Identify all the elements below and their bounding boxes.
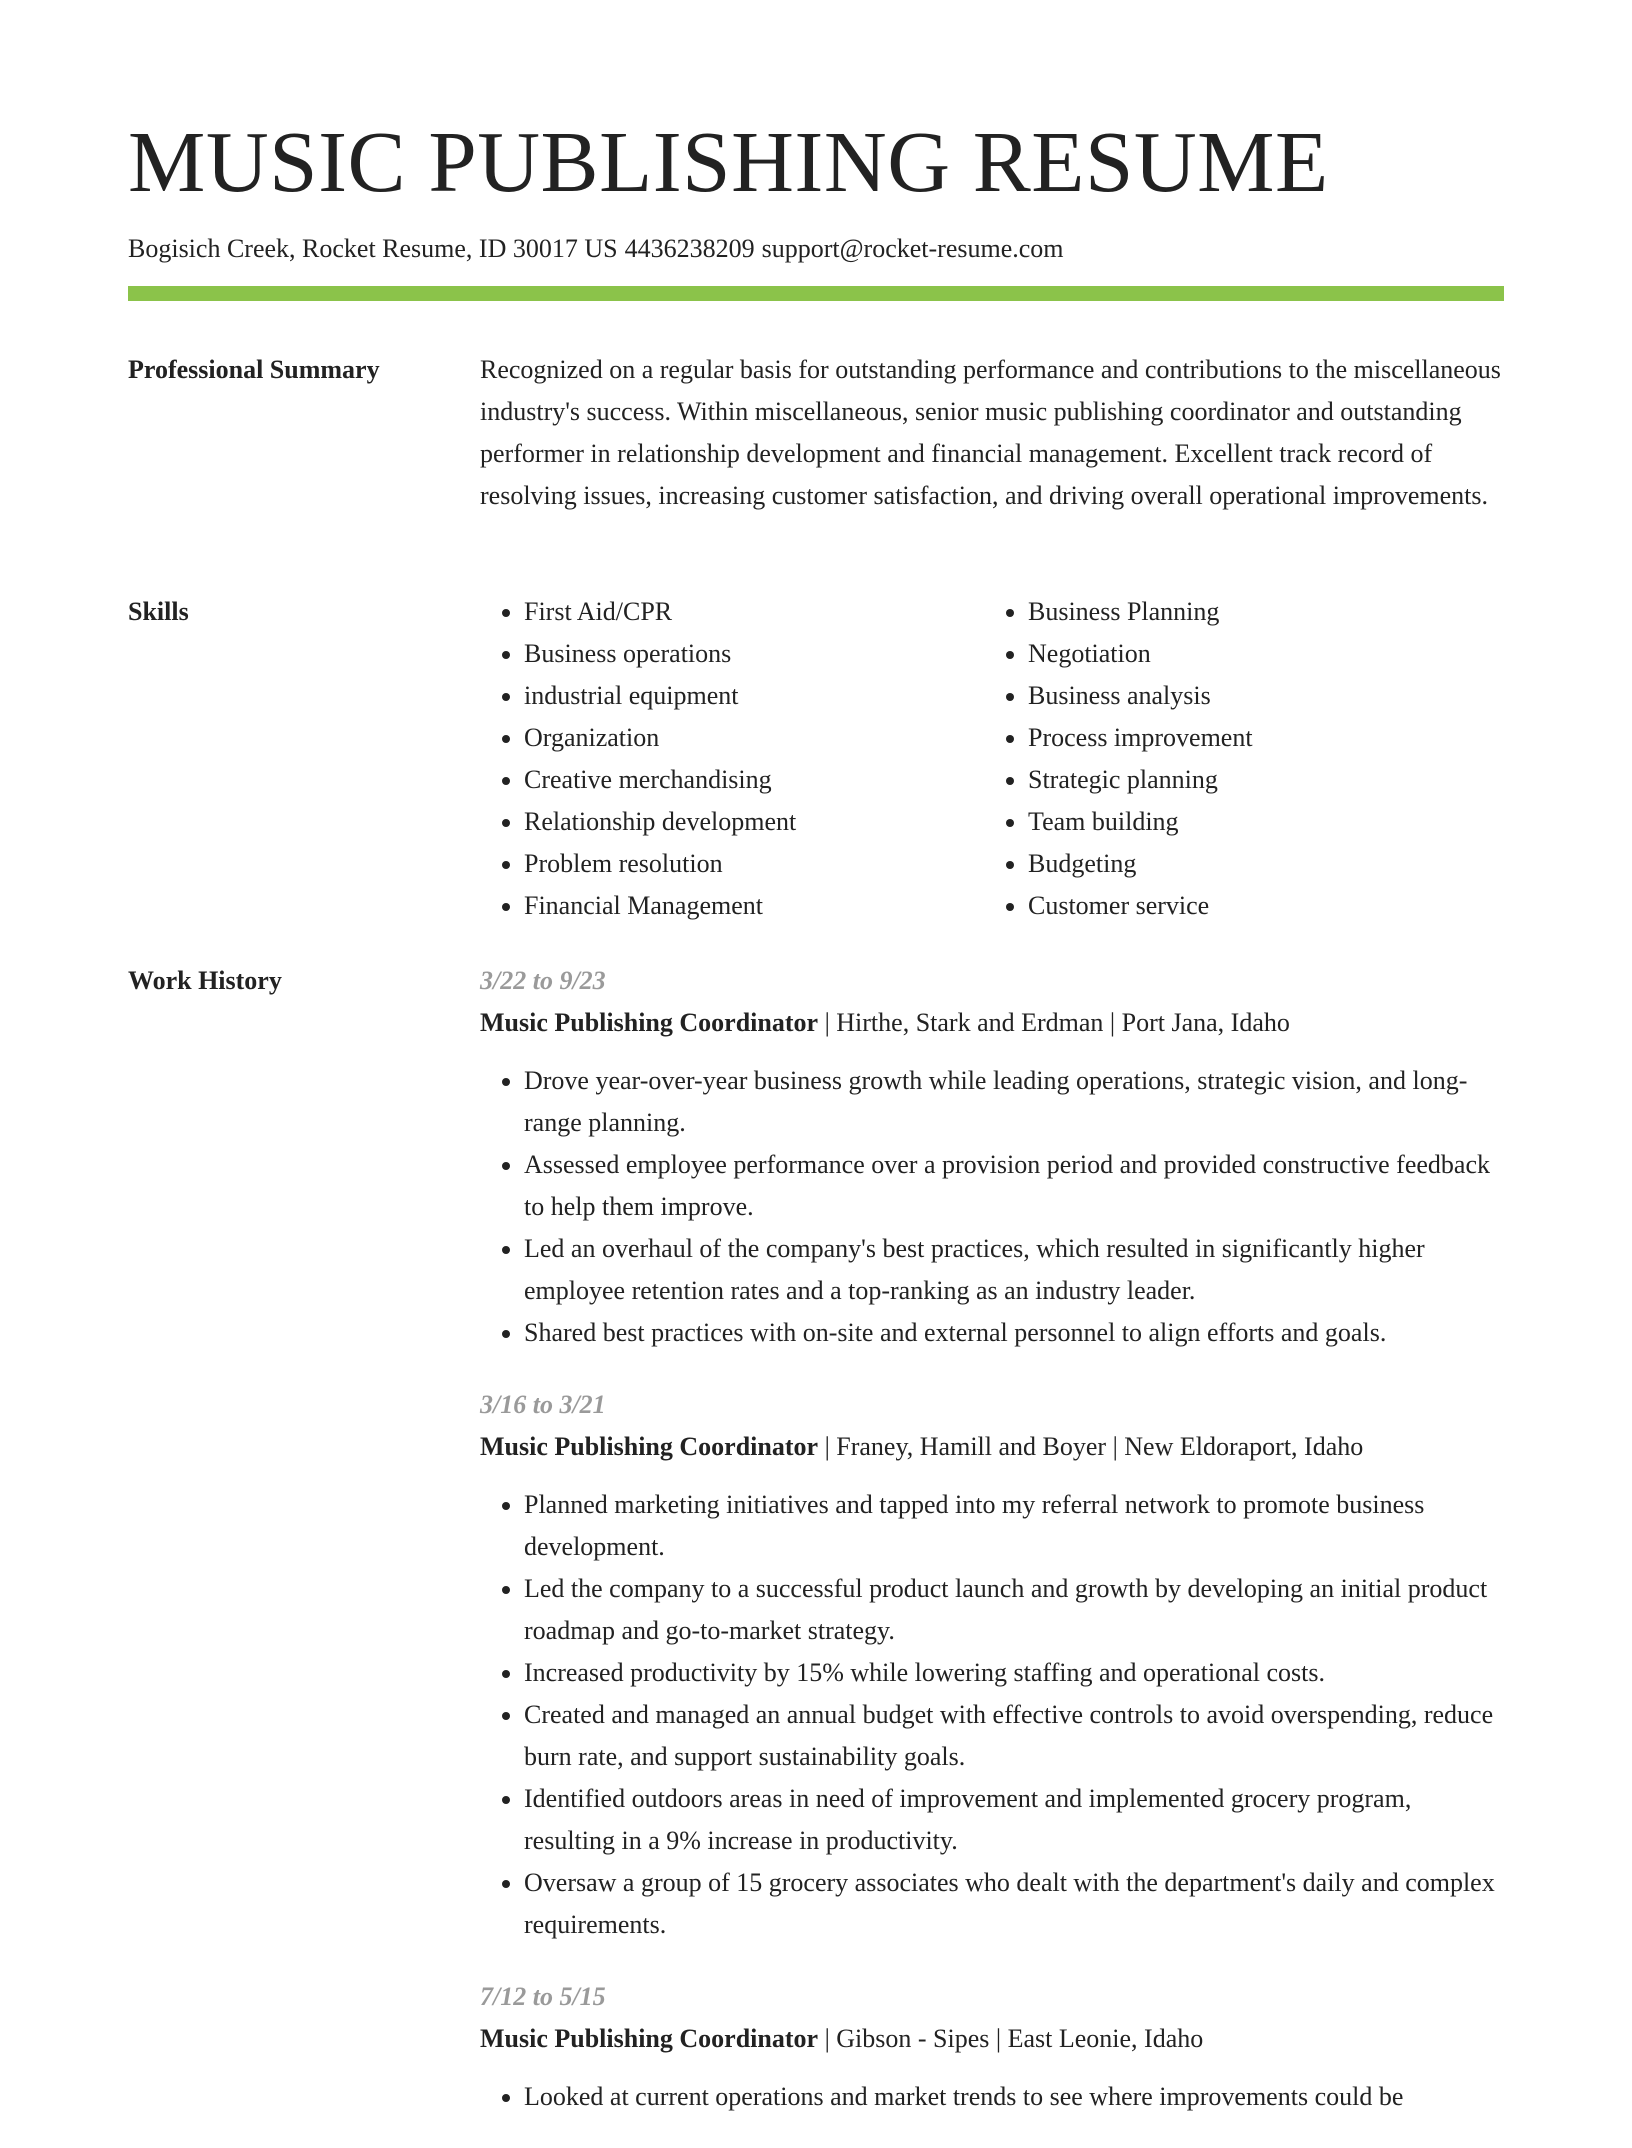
job-title: Music Publishing Coordinator <box>480 1432 819 1461</box>
skill-item: • Problem resolution <box>524 843 984 885</box>
skill-item: • Team building <box>1028 801 1488 843</box>
skill-item: • Organization <box>524 717 984 759</box>
contact-address: Bogisich Creek, Rocket Resume, ID 30017 US <box>128 234 618 263</box>
contact-phone: 4436238209 <box>624 234 755 263</box>
job-bullet: • Led the company to a successful product launch and growth by developing an initial product roadmap and go-to-market strategy. <box>524 1568 1504 1652</box>
skills-list-right <box>984 591 1488 927</box>
job-employer-location: | Franey, Hamill and Boyer | New Eldoraport, Idaho <box>818 1432 1364 1461</box>
resume-title: MUSIC PUBLISHING RESUME <box>128 113 1329 210</box>
skills-list-left <box>480 591 984 927</box>
skill-item: • Business operations <box>524 633 984 675</box>
job-employer-location: | Gibson - Sipes | East Leonie, Idaho <box>818 2024 1204 2053</box>
job-title: Music Publishing Coordinator <box>480 2024 819 2053</box>
skill-item: • Business analysis <box>1028 675 1488 717</box>
job-dates: 3/22 to 9/23 <box>480 966 606 995</box>
job-bullet: • Looked at current operations and market trends to see where improvements could be <box>524 2076 1504 2118</box>
skills-heading: Skills <box>128 597 189 626</box>
job-bullet: • Identified outdoors areas in need of improvement and implemented grocery program, resulting in a 9% increase in productivity. <box>524 1778 1504 1862</box>
job-bullet: • Created and managed an annual budget with effective controls to avoid overspending, reduce burn rate, and support sustainability goals. <box>524 1694 1504 1778</box>
job-entry <box>480 1384 1504 1946</box>
skill-item: • Creative merchandising <box>524 759 984 801</box>
job-bullet: • Led an overhaul of the company's best practices, which resulted in significantly higher employee retention rates and a top-ranking as an industry leader. <box>524 1228 1504 1312</box>
skill-item: • Relationship development <box>524 801 984 843</box>
skill-item: • Negotiation <box>1028 633 1488 675</box>
skill-item: • Budgeting <box>1028 843 1488 885</box>
skill-item: • Customer service <box>1028 885 1488 927</box>
job-bullet: • Planned marketing initiatives and tapped into my referral network to promote business development. <box>524 1484 1504 1568</box>
job-bullets <box>480 1060 1504 1354</box>
work-history-list <box>480 960 1504 2148</box>
job-dates: 7/12 to 5/15 <box>480 1982 606 2011</box>
job-bullet: • Assessed employee performance over a provision period and provided constructive feedback to help them improve. <box>524 1144 1504 1228</box>
job-bullets <box>480 1484 1504 1946</box>
job-bullet: • Oversaw a group of 15 grocery associates who dealt with the department's daily and complex requirements. <box>524 1862 1504 1946</box>
skill-item: • First Aid/CPR <box>524 591 984 633</box>
job-title: Music Publishing Coordinator <box>480 1008 819 1037</box>
skill-item: • Financial Management <box>524 885 984 927</box>
job-title-line <box>480 1002 1504 1044</box>
header-divider <box>128 286 1504 301</box>
skill-item: • industrial equipment <box>524 675 984 717</box>
summary-heading: Professional Summary <box>128 355 380 384</box>
job-bullet: • Shared best practices with on-site and external personnel to align efforts and goals. <box>524 1312 1504 1354</box>
job-bullet: • Increased productivity by 15% while lowering staffing and operational costs. <box>524 1652 1504 1694</box>
skill-item: • Process improvement <box>1028 717 1488 759</box>
job-employer-location: | Hirthe, Stark and Erdman | Port Jana, Idaho <box>818 1008 1290 1037</box>
job-entry <box>480 960 1504 1354</box>
skill-item: • Business Planning <box>1028 591 1488 633</box>
summary-text: Recognized on a regular basis for outstanding performance and contributions to the miscellaneous industry's success. Within miscellaneous, senior music publishing coordinator and outstanding performer in relationship development and financial management. Excellent track record of resolving issues, increasing customer satisfaction, and driving overall operational improvements. <box>480 355 1501 510</box>
job-title-line <box>480 2018 1504 2060</box>
job-bullet: • Drove year-over-year business growth while leading operations, strategic vision, and long-range planning. <box>524 1060 1504 1144</box>
contact-email: support@rocket-resume.com <box>761 234 1064 263</box>
work-history-heading: Work History <box>128 966 282 995</box>
skill-item: • Strategic planning <box>1028 759 1488 801</box>
job-entry <box>480 1976 1504 2118</box>
job-title-line <box>480 1426 1504 1468</box>
contact-line <box>128 232 1064 266</box>
job-dates: 3/16 to 3/21 <box>480 1390 606 1419</box>
